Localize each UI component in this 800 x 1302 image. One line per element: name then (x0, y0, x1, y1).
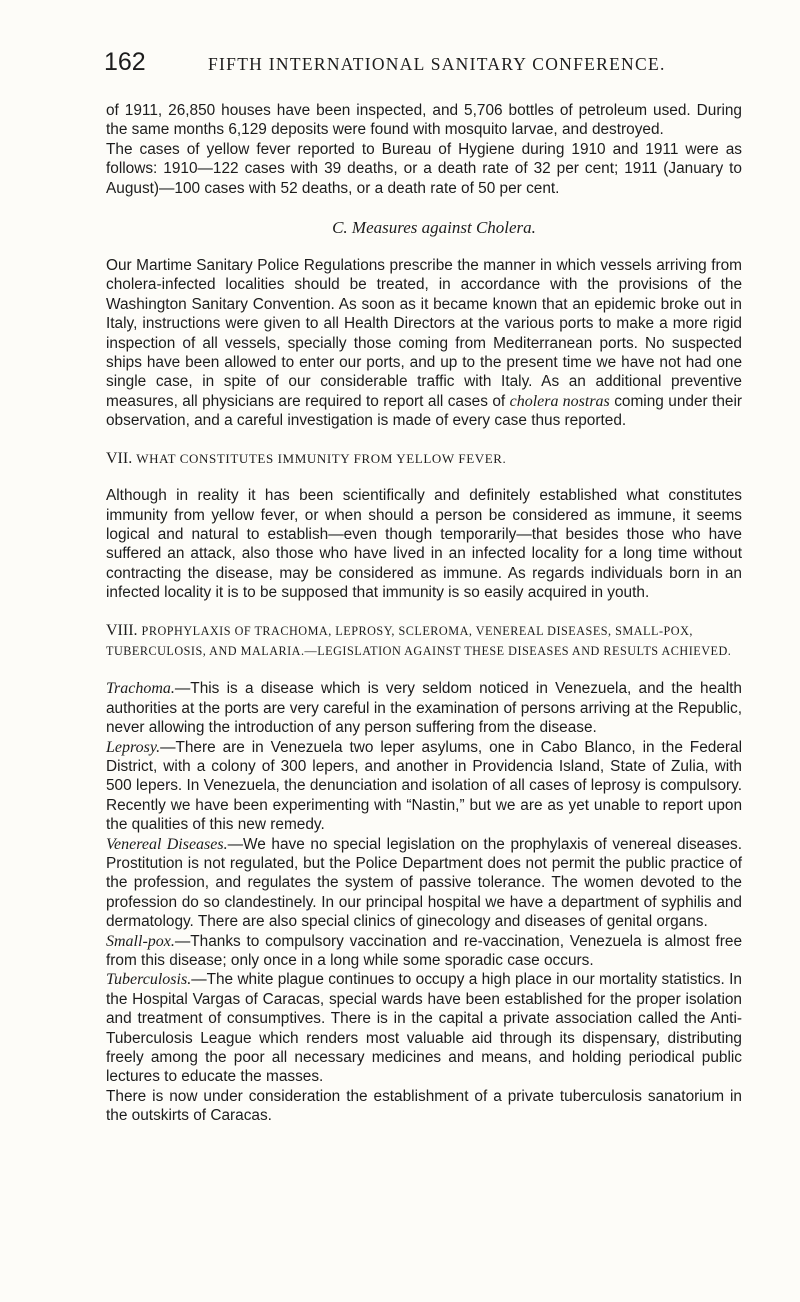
italic-term: cholera nostras (509, 392, 610, 410)
section-heading-viii (106, 621, 742, 662)
section-number: VIII. (106, 621, 138, 639)
paragraph-smallpox (106, 932, 742, 971)
section-number: VII. (106, 449, 133, 467)
page-number: 162 (104, 48, 146, 76)
section-title: PROPHYLAXIS OF TRACHOMA, LEPROSY, SCLEROMA, VENEREAL DISEASES, SMALL-POX, TUBERCULOSIS, AND MALARIA.—LEGISLATION AGAINST THESE DISEASES AND RESULTS ACHIEVED. (106, 623, 732, 658)
paragraph-text: —This is a disease which is very seldom noticed in Venezuela, and the health authorities at the ports are very careful in the examination of persons arriving at the Republic, never allowing the introduction of any person suffering from the disease. (106, 680, 742, 737)
section-heading-vii (106, 449, 742, 468)
paragraph-text: —We have no special legislation on the prophylaxis of venereal diseases. Prostitution is not regulated, but the Police Department does not permit the public practice of the profession, and regulates the system of passive tolerance. The women devoted to the profession do so clandestinely. In our principal hospital we have a department of syphilis and dermatology. There are also special clinics of ginecology and diseases of genital organs. (106, 835, 743, 931)
paragraph-continued: of 1911, 26,850 houses have been inspected, and 5,706 bottles of petroleum used. During the same months 6,129 deposits were found with mosquito larvae, and destroyed. (106, 102, 742, 139)
paragraph-leprosy (106, 738, 742, 835)
topic-label: Tuberculosis. (106, 971, 192, 989)
topic-label: Leprosy. (106, 738, 161, 756)
topic-label: Small-pox. (106, 932, 175, 950)
section-title: WHAT CONSTITUTES IMMUNITY FROM YELLOW FEVER. (136, 450, 507, 466)
paragraph-text: —There are in Venezuela two leper asylums, one in Cabo Blanco, in the Federal District, with a colony of 300 lepers, and another in Providencia Island, State of Zulia, with 500 lepers. In Venezuela, the denunciation and isolation of all cases of leprosy is compulsory. Recently we have been experimenting with “Nastin,” but we are as yet unable to report upon the qualities of this new remedy. (106, 738, 742, 834)
paragraph-sanatorium: There is now under consideration the establishment of a private tuberculosis sanatorium in the outskirts of Caracas. (106, 1087, 742, 1125)
paragraph-yellow-fever-cases: The cases of yellow fever reported to Bureau of Hygiene during 1910 and 1911 were as follows: 1910—122 cases with 39 deaths, or a death rate of 32 per cent; 1911 (January to August)—100 cases with 52 deaths, or a death rate of 50 per cent. (106, 140, 742, 197)
paragraph-trachoma (106, 679, 742, 737)
paragraph-cholera-measures (106, 256, 742, 431)
paragraph-venereal (106, 835, 742, 932)
paragraph-text: coming under their observation, and a careful investigation is made of every case thus reported. (106, 392, 742, 430)
paragraph-text: Our Martime Sanitary Police Regulations prescribe the manner in which vessels arriving from cholera-infected localities should be treated, in accordance with the provisions of the Washington Sanitary Convention. As soon as it became known that an epidemic broke out in Italy, instructions were given to all Health Directors at the various ports to make a more rigid inspection of all vessels, specially those coming from Mediterranean ports. No suspected ships have been allowed to enter our ports, and up to the present time we have not had one single case, in spite of our considerable traffic with Italy. As an additional preventive measures, all physicians are required to report all cases of (106, 257, 742, 410)
paragraph-immunity: Although in reality it has been scientifically and definitely established what constitutes immunity from yellow fever, or when should a person be considered as immune, it seems logical and natural to establish—even though temporarily—that besides those who have suffered an attack, also those who have lived in an infected locality for a long time without contracting the disease, may be considered as immune. As regards individuals born in an infected locality it is to be supposed that immunity is so easily acquired in youth. (106, 487, 742, 602)
paragraph-text: —Thanks to compulsory vaccination and re-vaccination, Venezuela is almost free from this disease; only once in a long while some sporadic case occurs. (106, 932, 742, 970)
subheading-cholera: C. Measures against Cholera. (332, 218, 536, 238)
paragraph-text: —The white plague continues to occupy a high place in our mortality statistics. In the Hospital Vargas of Caracas, special wards have been established for the proper isolation and treatment of consumptives. There is in the capital a private association called the Anti-Tuberculosis League which renders most valuable aid through its dispensary, distributing freely among the poor all necessary medicines and means, and holding periodical public lectures to educate the masses. (106, 971, 742, 1086)
running-header (106, 48, 742, 77)
topic-label: Venereal Diseases. (106, 835, 228, 853)
paragraph-tuberculosis (106, 970, 742, 1086)
running-title: FIFTH INTERNATIONAL SANITARY CONFERENCE. (208, 54, 666, 74)
topic-label: Trachoma. (106, 680, 175, 698)
